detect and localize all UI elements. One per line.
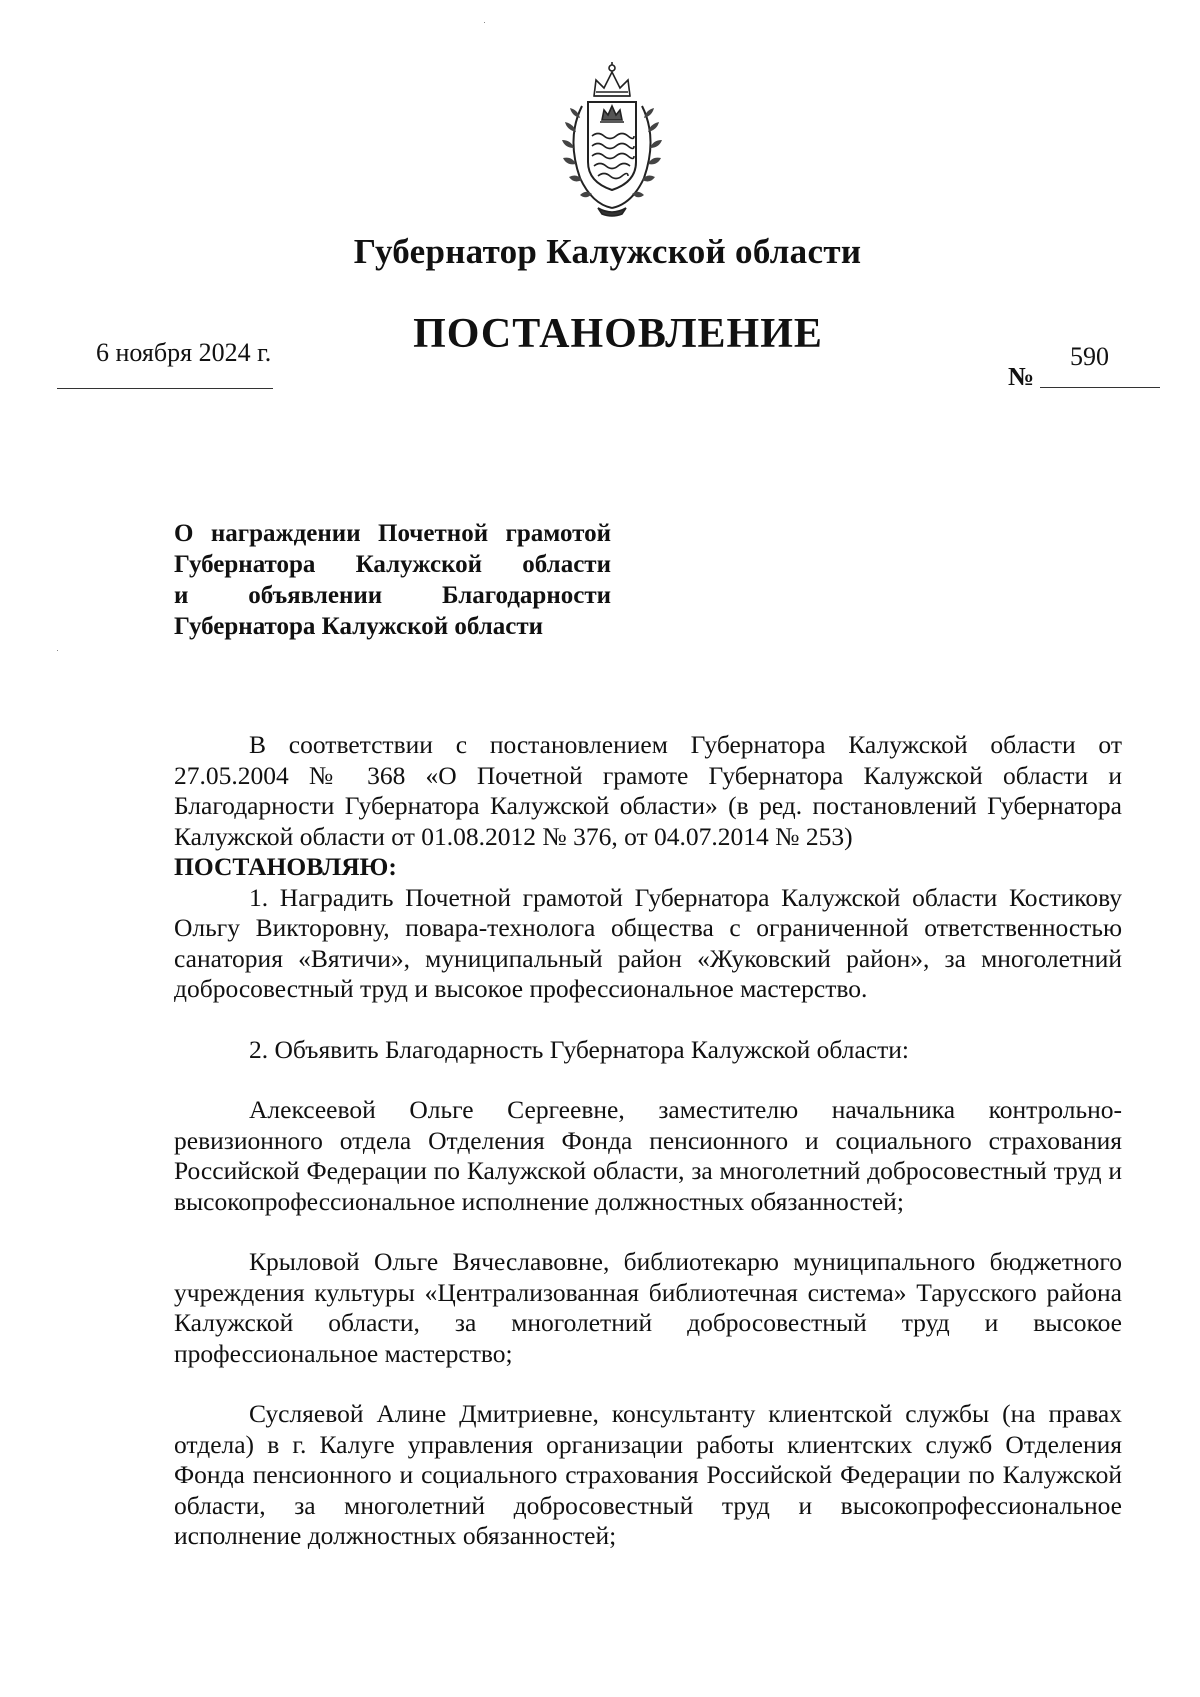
awardee-paragraph-1: Алексеевой Ольге Сергеевне, заместителю начальника контрольно-ревизионного отдела Отделения Фонда пенсионного и социального страхования Российской Федерации по Калужской области, за многолетний добросовестный труд и высокопрофессиональное исполнение должностных обязанностей; xyxy=(174,1095,1122,1216)
subject-line: и объявлении Благодарности xyxy=(174,582,611,609)
subject-line: О награждении Почетной грамотой xyxy=(174,520,611,547)
item-2-paragraph: 2. Объявить Благодарность Губернатора Калужской области: xyxy=(249,1034,909,1064)
document-body xyxy=(174,730,1122,1552)
document-subject xyxy=(174,518,611,642)
subject-line: Губернатора Калужской области xyxy=(174,613,544,640)
document-date: 6 ноября 2024 г. xyxy=(96,338,272,367)
document-type-heading: ПОСТАНОВЛЕНИЕ xyxy=(413,311,823,357)
coat-of-arms-icon xyxy=(552,58,672,218)
awardee-paragraph-2: Крыловой Ольге Вячеславовне, библиотекарю муниципального бюджетного учреждения культуры «Централизованная библиотечная система» Тарусского района Калужской области, за многолетний добросовестный труд и высокое профессиональное мастерство; xyxy=(174,1247,1122,1368)
scan-speck xyxy=(484,22,485,23)
subject-line: Губернатора Калужской области xyxy=(174,551,611,578)
number-sign: № xyxy=(1008,362,1035,391)
issuer-title: Губернатор Калужской области xyxy=(353,232,862,271)
document-number: 590 xyxy=(1070,342,1109,371)
scan-speck xyxy=(57,650,58,651)
awardee-paragraph-3: Сусляевой Алине Дмитриевне, консультанту клиентской службы (на правах отдела) в г. Калуге управления организации работы клиентских служб Отделения Фонда пенсионного и социального страхования Российской Федерации по Калужской области, за многолетний добросовестный труд и высокопрофессиональное исполнение должностных обязанностей; xyxy=(174,1399,1122,1550)
decree-word: ПОСТАНОВЛЯЮ: xyxy=(174,852,397,881)
number-underline xyxy=(1040,387,1160,388)
date-underline xyxy=(57,388,273,389)
item-1-paragraph: 1. Наградить Почетной грамотой Губернатора Калужской области Костикову Ольгу Викторовну, повара-технолога общества с ограниченной ответственностью санатория «Вятичи», муниципальный район «Жуковский район», за многолетний добросовестный труд и высокое профессиональное мастерство. xyxy=(174,882,1122,1003)
preamble-paragraph: В соответствии с постановлением Губернатора Калужской области от 27.05.2004 № 368 «О Почетной грамоте Губернатора Калужской области и Благодарности Губернатора Калужской области» (в ред. постановлений Губернатора Калужской области от 01.08.2012 № 376, от 04.07.2014 № 253) xyxy=(174,730,1122,851)
